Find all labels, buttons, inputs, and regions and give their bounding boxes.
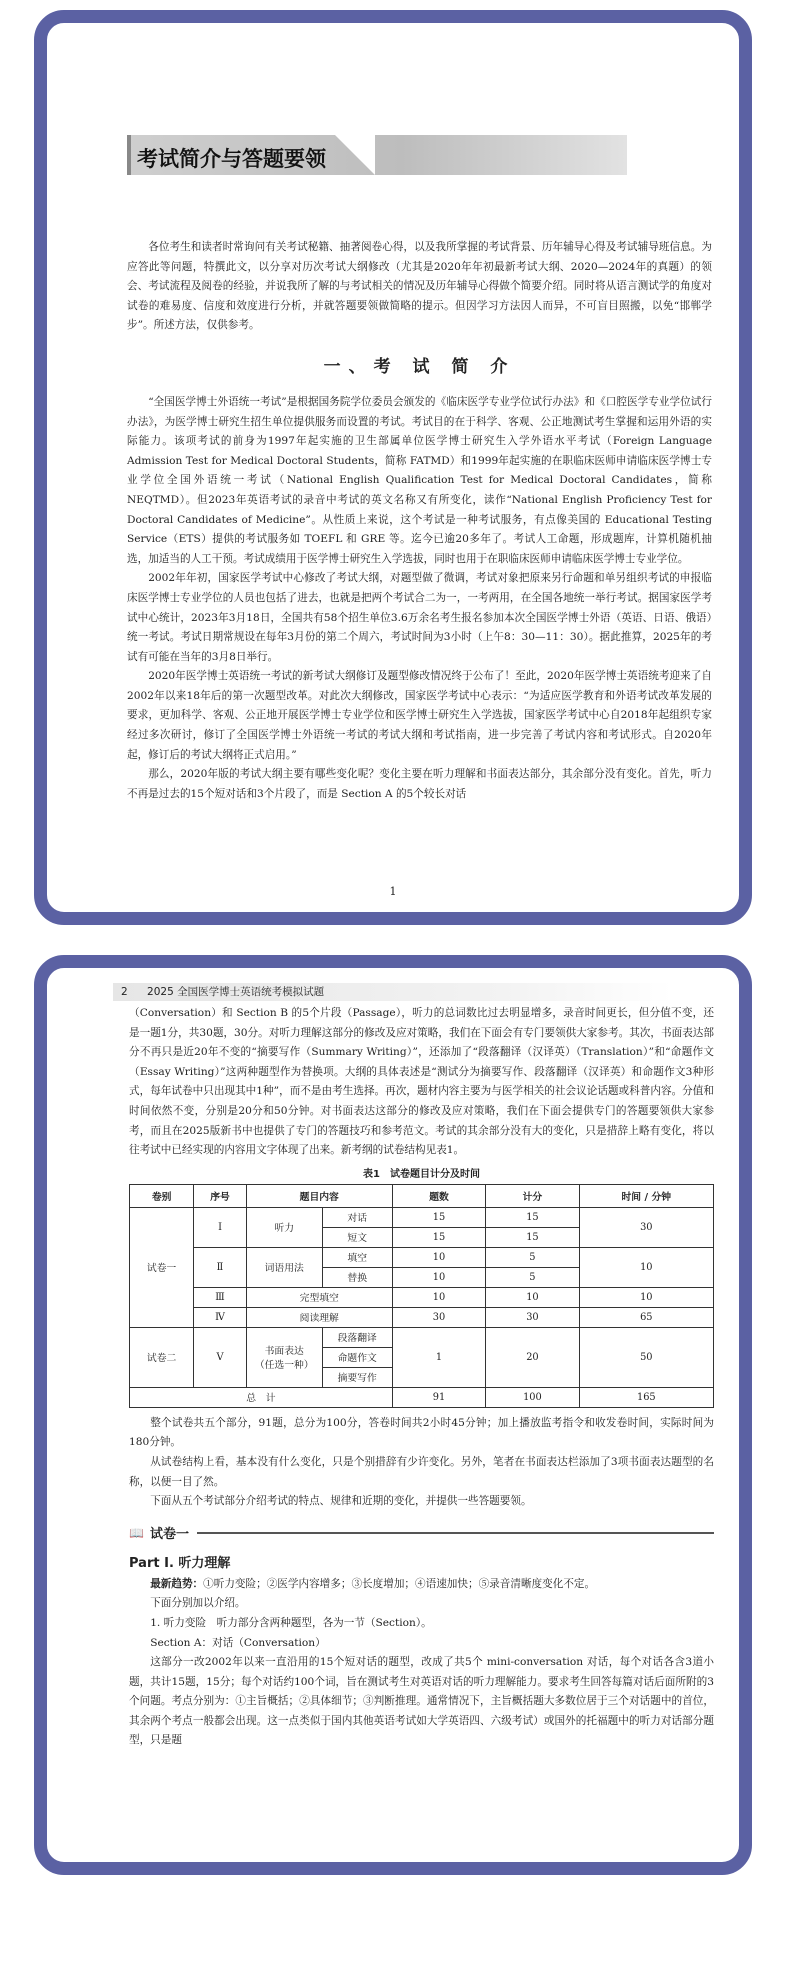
score-cell: 5 [486, 1267, 579, 1287]
paper-header-label: 试卷一 [149, 1527, 189, 1543]
paragraph: 那么，2020年版的考试大纲主要有哪些变化呢？变化主要在听力理解和书面表达部分，其余部分没有变化。首先，听力不再是过去的15个短对话和3个片段了，而是 Section A 的5个较长对话 [127, 768, 712, 800]
table-row [130, 1247, 714, 1267]
title-band-notch [335, 135, 375, 175]
page1-body [127, 238, 712, 804]
count-cell: 10 [392, 1247, 485, 1267]
content-cell: 书面表达 （任选一种） [246, 1327, 322, 1387]
text-line: 下面分别加以介绍。 [150, 1597, 246, 1610]
header-rule [197, 1532, 714, 1534]
header-cell: 题目内容 [246, 1184, 392, 1207]
time-cell: 65 [579, 1307, 713, 1327]
running-head-title: 2025 全国医学博士英语统考模拟试题 [147, 986, 325, 998]
time-cell: 10 [579, 1247, 713, 1287]
part-title: Part Ⅰ. 听力理解 [129, 1555, 231, 1571]
score-cell: 5 [486, 1247, 579, 1267]
paper-header [129, 1522, 714, 1544]
page2-body [129, 1004, 714, 1751]
count-cell: 10 [392, 1267, 485, 1287]
running-head [113, 983, 673, 1001]
paragraph: 这部分一改2002年以来一直沿用的15个短对话的题型，改成了共5个 mini-conversation 对话，每个对话各含3道小题，共计15题，15分；每个对话约100个词，旨在测试考生对英语对话的听力理解能力。要求考生回答每篇对话后面所附的3个问题。考点分别为：①主旨概括；②具体细节；③判断推理。通常情况下，主旨概括题大多数位居于三个对话题中的首位，其余两个考点一般都会出现。这一点类似于国内其他英语考试如大学英语四、六级考试）或国外的托福题中的听力对话部分题型，只是题 [129, 1656, 714, 1747]
running-head-page-number: 2 [121, 986, 128, 998]
num-cell: Ⅲ [194, 1287, 247, 1307]
page-card-1 [34, 10, 752, 925]
time-cell: 165 [579, 1387, 713, 1407]
header-cell: 卷别 [130, 1184, 194, 1207]
count-cell: 15 [392, 1227, 485, 1247]
header-cell: 时间 / 分钟 [579, 1184, 713, 1207]
header-cell: 序号 [194, 1184, 247, 1207]
total-label-cell: 总 计 [130, 1387, 393, 1407]
sub-cell: 段落翻译 [322, 1327, 392, 1347]
score-cell: 15 [486, 1227, 579, 1247]
header-cell: 题数 [392, 1184, 485, 1207]
sub-cell: 命题作文 [322, 1347, 392, 1367]
sub-cell: 对话 [322, 1207, 392, 1227]
table-row [130, 1307, 714, 1327]
paper-cell: 试卷一 [130, 1207, 194, 1327]
score-cell: 15 [486, 1207, 579, 1227]
table-row [130, 1327, 714, 1347]
count-cell: 91 [392, 1387, 485, 1407]
count-cell: 30 [392, 1307, 485, 1327]
content-cell: 完型填空 [246, 1287, 392, 1307]
header-cell: 计分 [486, 1184, 579, 1207]
page-card-2 [34, 955, 752, 1875]
table-total-row [130, 1387, 714, 1407]
count-cell: 15 [392, 1207, 485, 1227]
intro-paragraph: 各位考生和读者时常询问有关考试秘籍、抽著阅卷心得，以及我所掌握的考试背景、历年辅导心得及考试辅导班信息。为应答此等问题，特撰此文，以分享对历次考试大纲修改（尤其是2020年年初最新考试大纲、2020—2024年的真题）的领会、考试流程及阅卷的经验，并说我所了解的与考试相关的情况及历年辅导心得做个简要介绍。同时将从语言测试学的角度对试卷的难易度、信度和效度进行分析，并就答题要领做简略的提示。但因学习方法因人而异，不可盲目照搬，以免“邯郸学步”。所述方法，仅供参考。 [127, 241, 712, 332]
text-line: 1. 听力变险 听力部分含两种题型，各为一节（Section）。 [150, 1616, 432, 1629]
table-header-row [130, 1184, 714, 1207]
count-cell: 10 [392, 1287, 485, 1307]
chapter-title-band [127, 135, 627, 175]
sub-cell: 短文 [322, 1227, 392, 1247]
trend-label: 最新趋势： [150, 1577, 204, 1590]
trend-text: ①听力变险；②医学内容增多；③长度增加；④语速加快；⑤录音清晰度变化不定。 [203, 1577, 596, 1590]
score-cell: 30 [486, 1307, 579, 1327]
page-number: 1 [389, 885, 397, 898]
score-cell: 10 [486, 1287, 579, 1307]
sub-cell: 替换 [322, 1267, 392, 1287]
section-heading: 一、考 试 简 介 [323, 356, 516, 377]
count-cell: 1 [392, 1327, 485, 1387]
book-icon: 📖 [129, 1525, 144, 1540]
score-cell: 100 [486, 1387, 579, 1407]
content-cell: 词语用法 [246, 1247, 322, 1287]
time-cell: 10 [579, 1287, 713, 1307]
table-row [130, 1207, 714, 1227]
paragraph: 从试卷结构上看，基本没有什么变化，只是个别措辞有少许变化。另外，笔者在书面表达栏添加了3项书面表达题型的名称，以便一目了然。 [129, 1455, 714, 1488]
num-cell: Ⅳ [194, 1307, 247, 1327]
paragraph: “全国医学博士外语统一考试”是根据国务院学位委员会颁发的《临床医学专业学位试行办法》和《口腔医学专业学位试行办法》，为医学博士研究生招生单位提供服务而设置的考试。考试目的在于科学、客观、公正地测试考生掌握和运用外语的实际能力。该项考试的前身为1997年起实施的卫生部属单位医学博士研究生入学外语水平考试（Foreign Language Admission Test for Medical Doctoral Students，简称 FATMD）和1999年起实施的在职临床医师申请临床医学博士专业学位全国外语统一考试（National English Qualification Test for Medical Doctoral Candidates，简称 NEQTMD）。但2023年英语考试的录音中考试的英文名称又有所变化，读作“National English Proficiency Test for Doctoral Candidates of Medicine”。从性质上来说，这个考试是一种考试服务，有点像美国的 Educational Testing Service（ETS）提供的考试服务如 TOEFL 和 GRE 等。迄今已逾20多年了。考试人工命题，形成题库，计算机随机抽选，加适当的人工干预。考试成绩用于医学博士研究生入学选拔，同时也用于在职临床医师申请临床医学博士专业学位。 [127, 395, 712, 565]
num-cell: Ⅴ [194, 1327, 247, 1387]
content-cell: 阅读理解 [246, 1307, 392, 1327]
paragraph: 整个试卷共五个部分，91题，总分为100分，答卷时间共2小时45分钟；加上播放监考指令和收发卷时间，实际时间为180分钟。 [129, 1416, 714, 1449]
score-cell: 20 [486, 1327, 579, 1387]
time-cell: 50 [579, 1327, 713, 1387]
num-cell: Ⅰ [194, 1207, 247, 1247]
title-accent-bar [127, 135, 131, 175]
table-row [130, 1287, 714, 1307]
content-cell: 听力 [246, 1207, 322, 1247]
text-line: Section A：对话（Conversation） [150, 1636, 326, 1649]
paragraph: 2002年年初，国家医学考试中心修改了考试大纲，对题型做了微调，考试对象把原来另行命题和单另组织考试的申报临床医学博士专业学位的人员也包括了进去，也就是把两个考试合二为一，一考两用，在全国各地统一举行考试。据国家医学考试中心统计，2023年3月18日，全国共有58个招生单位3.6万余名考生报名参加本次全国医学博士外语（英语、日语、俄语）统一考试。考试日期常规设在每年3月份的第二个周六，考试时间为3小时（上午8：30—11：30）。据此推算，2025年的考试有可能在当年的3月8日举行。 [127, 572, 712, 663]
paragraph: 下面从五个考试部分介绍考试的特点、规律和近期的变化，并提供一些答题要领。 [150, 1495, 532, 1508]
table-caption: 表1 试卷题目计分及时间 [363, 1168, 480, 1180]
chapter-title: 考试简介与答题要领 [137, 147, 326, 171]
paragraph: （Conversation）和 Section B 的5个片段（Passage），听力的总词数比过去明显增多，录音时间更长，但分值不变，还是一题1分，共30题，30分。对听力理解这部分的修改及应对策略，我们在下面会有专门要领供大家参考。其次，书面表达部分不再只是近20年不变的“摘要写作（Summary Writing）”，还添加了“段落翻译（汉译英）（Translation）”和“命题作文（Essay Writing）”这两种题型作为替换项。大纲的具体表述是“测试分为摘要写作、段落翻译（汉译英）和命题作文3种形式，每年试卷中只出现其中1种”，而不是由考生选择。再次，题材内容主要为与医学相关的社会议论话题或科普内容。分值和时间依然不变，分别是20分和50分钟。对书面表达这部分的修改及应对策略，我们在下面会提供专门的答题要领供大家参考，而且在2025版新书中也提供了专门的答题技巧和参考范文。考试的其余部分没有大的变化，只是措辞上略有变化，将以往考试中已经实现的内容用文字体现了出来。新考纲的试卷结构见表1。 [129, 1007, 714, 1157]
sub-cell: 填空 [322, 1247, 392, 1267]
trend-line [129, 1575, 714, 1595]
sub-cell: 摘要写作 [322, 1367, 392, 1387]
num-cell: Ⅱ [194, 1247, 247, 1287]
paragraph: 2020年医学博士英语统一考试的新考试大纲修订及题型修改情况终于公布了！至此，2020年医学博士英语统考迎来了自2002年以来18年后的第一次题型改革。对此次大纲修改，国家医学考试中心表示：“为适应医学教育和外语考试改革发展的要求，更加科学、客观、公正地开展医学博士专业学位和医学博士研究生入学选拔，国家医学考试中心自2018年起组织专家经过多次研讨，修订了全国医学博士外语统一考试的考试大纲和考试指南，进一步完善了考试内容和考试形式。自2020年起，修订后的考试大纲将正式启用。” [127, 670, 712, 761]
exam-structure-table [129, 1184, 714, 1408]
paper-cell: 试卷二 [130, 1327, 194, 1387]
time-cell: 30 [579, 1207, 713, 1247]
